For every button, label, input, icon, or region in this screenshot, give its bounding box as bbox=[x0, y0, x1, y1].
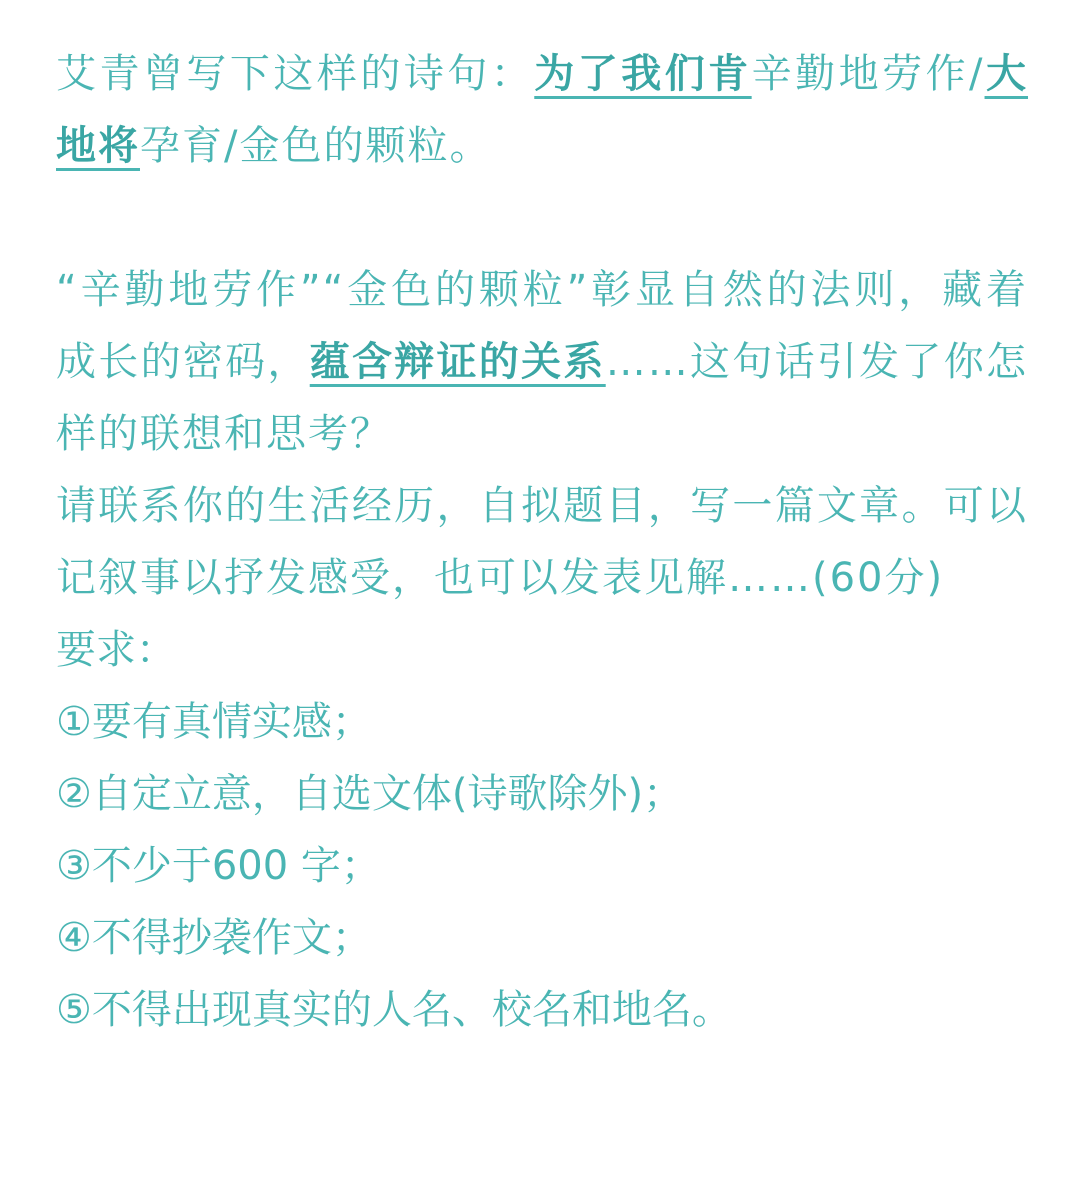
intro-prefix: 艾青曾写下这样的诗句： bbox=[56, 51, 535, 97]
requirement-item: ②自定立意，自选文体(诗歌除外)； bbox=[56, 771, 684, 817]
requirement-item: ⑤不得出现真实的人名、校名和地名。 bbox=[56, 987, 732, 1033]
requirement-item: ①要有真情实感； bbox=[56, 699, 372, 745]
instruction-paragraph: 请联系你的生活经历，自拟题目，写一篇文章。可以记叙事以抒发感受，也可以发表见解……(60分) bbox=[56, 483, 1028, 601]
emphasis-phrase-2: 大地将 bbox=[56, 51, 1029, 169]
requirement-item: ④不得抄袭作文； bbox=[56, 915, 372, 961]
prompt-part-2: ……这句话引发了你怎样的联想和思考？ bbox=[56, 339, 1029, 457]
intro-suffix: 孕育/金色的颗粒。 bbox=[140, 123, 492, 169]
emphasis-phrase-3: 蕴含辩证的关系 bbox=[309, 339, 606, 385]
paragraph-gap bbox=[56, 182, 1028, 254]
requirements-heading: 要求： bbox=[56, 627, 176, 673]
prompt-part-1: “辛勤地劳作”“金色的颗粒”彰显自然的法则，藏着成长的密码， bbox=[56, 267, 1028, 385]
essay-prompt bbox=[56, 38, 1028, 1046]
poem-intro-paragraph bbox=[56, 38, 1028, 182]
prompt-paragraph bbox=[56, 254, 1028, 470]
requirement-item: ③不少于600 字； bbox=[56, 843, 381, 889]
emphasis-phrase-1: 为了我们肯 bbox=[534, 51, 752, 97]
intro-middle: 辛勤地劳作/ bbox=[751, 51, 985, 97]
